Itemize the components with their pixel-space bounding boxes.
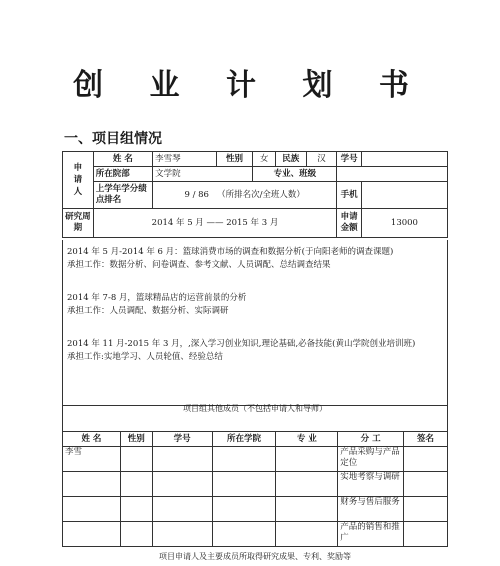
member-duty: 实地考察与调研	[338, 472, 404, 497]
member-college	[212, 522, 276, 547]
name-label: 姓 名	[93, 152, 152, 167]
funding-value: 13000	[361, 209, 447, 238]
table-row	[63, 472, 448, 497]
experience-period: 2014 年 11 月-2015 年 3 月，,深入学习创业知识,理论基础,必备技能(黄山学院创业培训班)	[67, 339, 416, 349]
member-duty: 产品采购与产品定位	[338, 447, 404, 472]
member-gender	[120, 447, 152, 472]
table-row	[63, 447, 448, 472]
members-table	[62, 431, 448, 547]
college-value: 文学院	[153, 167, 253, 182]
member-signature	[404, 497, 448, 522]
member-major	[276, 522, 338, 547]
rank-value: 9 / 86	[184, 189, 209, 200]
member-signature	[404, 522, 448, 547]
member-major	[276, 497, 338, 522]
experience-item	[67, 338, 443, 364]
member-id	[152, 447, 212, 472]
major-value	[337, 167, 448, 182]
member-name	[63, 472, 121, 497]
header-signature: 签名	[404, 432, 448, 447]
member-college	[212, 497, 276, 522]
ethnicity-value: 汉	[306, 152, 337, 167]
member-signature	[404, 472, 448, 497]
member-gender	[120, 472, 152, 497]
phone-label: 手机	[337, 182, 362, 209]
header-gender: 性别	[120, 432, 152, 447]
member-major	[276, 472, 338, 497]
table-row	[63, 522, 448, 547]
period-value: 2014 年 5 月 —— 2015 年 3 月	[93, 209, 337, 238]
header-major: 专 业	[276, 432, 338, 447]
applicant-info-table	[62, 151, 448, 238]
phone-value	[361, 182, 447, 209]
rank-label: 上学年学分绩点排名	[93, 182, 152, 209]
members-header-row	[63, 432, 448, 447]
section-heading: 一、项目组情况	[64, 131, 162, 147]
achievements-caption: 项目申请人及主要成员所取得研究成果、专利、奖励等	[159, 552, 351, 561]
header-duty: 分 工	[338, 432, 404, 447]
experience-item	[67, 246, 443, 272]
ethnicity-label: 民族	[275, 152, 306, 167]
member-gender	[120, 522, 152, 547]
member-college	[212, 472, 276, 497]
applicant-side-label: 申 请 人	[63, 152, 94, 209]
student-id-label: 学号	[337, 152, 362, 167]
rank-cell	[153, 182, 337, 209]
experience-duty: 承担工作:实地学习、人员轮值、经验总结	[67, 352, 223, 362]
document-title: 创 业 计 划 书	[73, 68, 427, 103]
major-label: 专业、班级	[253, 167, 337, 182]
header-name: 姓 名	[63, 432, 121, 447]
period-label: 研究周期	[63, 209, 94, 238]
member-duty: 财务与售后服务	[338, 497, 404, 522]
experience-duty: 承担工作：人员调配、数据分析、实际调研	[67, 306, 229, 316]
funding-label: 申请金额	[337, 209, 362, 238]
table-row	[63, 497, 448, 522]
member-duty: 产品的销售和推广	[338, 522, 404, 547]
experience-section	[62, 240, 448, 406]
experience-period: 2014 年 7-8 月，篮球精品店的运营前景的分析	[67, 293, 247, 303]
member-id	[152, 472, 212, 497]
members-caption: 项目组其他成员（不包括申请人和导师）	[62, 405, 448, 431]
gender-label: 性别	[216, 152, 253, 167]
experience-period: 2014 年 5 月-2014 年 6 月：篮球消费市场的调查和数据分析(于向阳老师的调查课题)	[67, 247, 394, 257]
member-signature	[404, 447, 448, 472]
college-label: 所在院部	[93, 167, 152, 182]
member-gender	[120, 497, 152, 522]
member-name: 李雪	[63, 447, 121, 472]
member-name	[63, 497, 121, 522]
member-id	[152, 497, 212, 522]
gender-value: 女	[253, 152, 276, 167]
member-id	[152, 522, 212, 547]
student-id-value	[361, 152, 447, 167]
rank-note: （所排名次/全班人数）	[217, 189, 305, 200]
member-name	[63, 522, 121, 547]
header-college: 所在学院	[212, 432, 276, 447]
member-major	[276, 447, 338, 472]
name-value: 李雪琴	[153, 152, 216, 167]
member-college	[212, 447, 276, 472]
header-student-id: 学号	[152, 432, 212, 447]
experience-item	[67, 292, 443, 318]
experience-duty: 承担工作：数据分析、问卷调查、参考文献、人员调配、总结调查结果	[67, 260, 331, 270]
